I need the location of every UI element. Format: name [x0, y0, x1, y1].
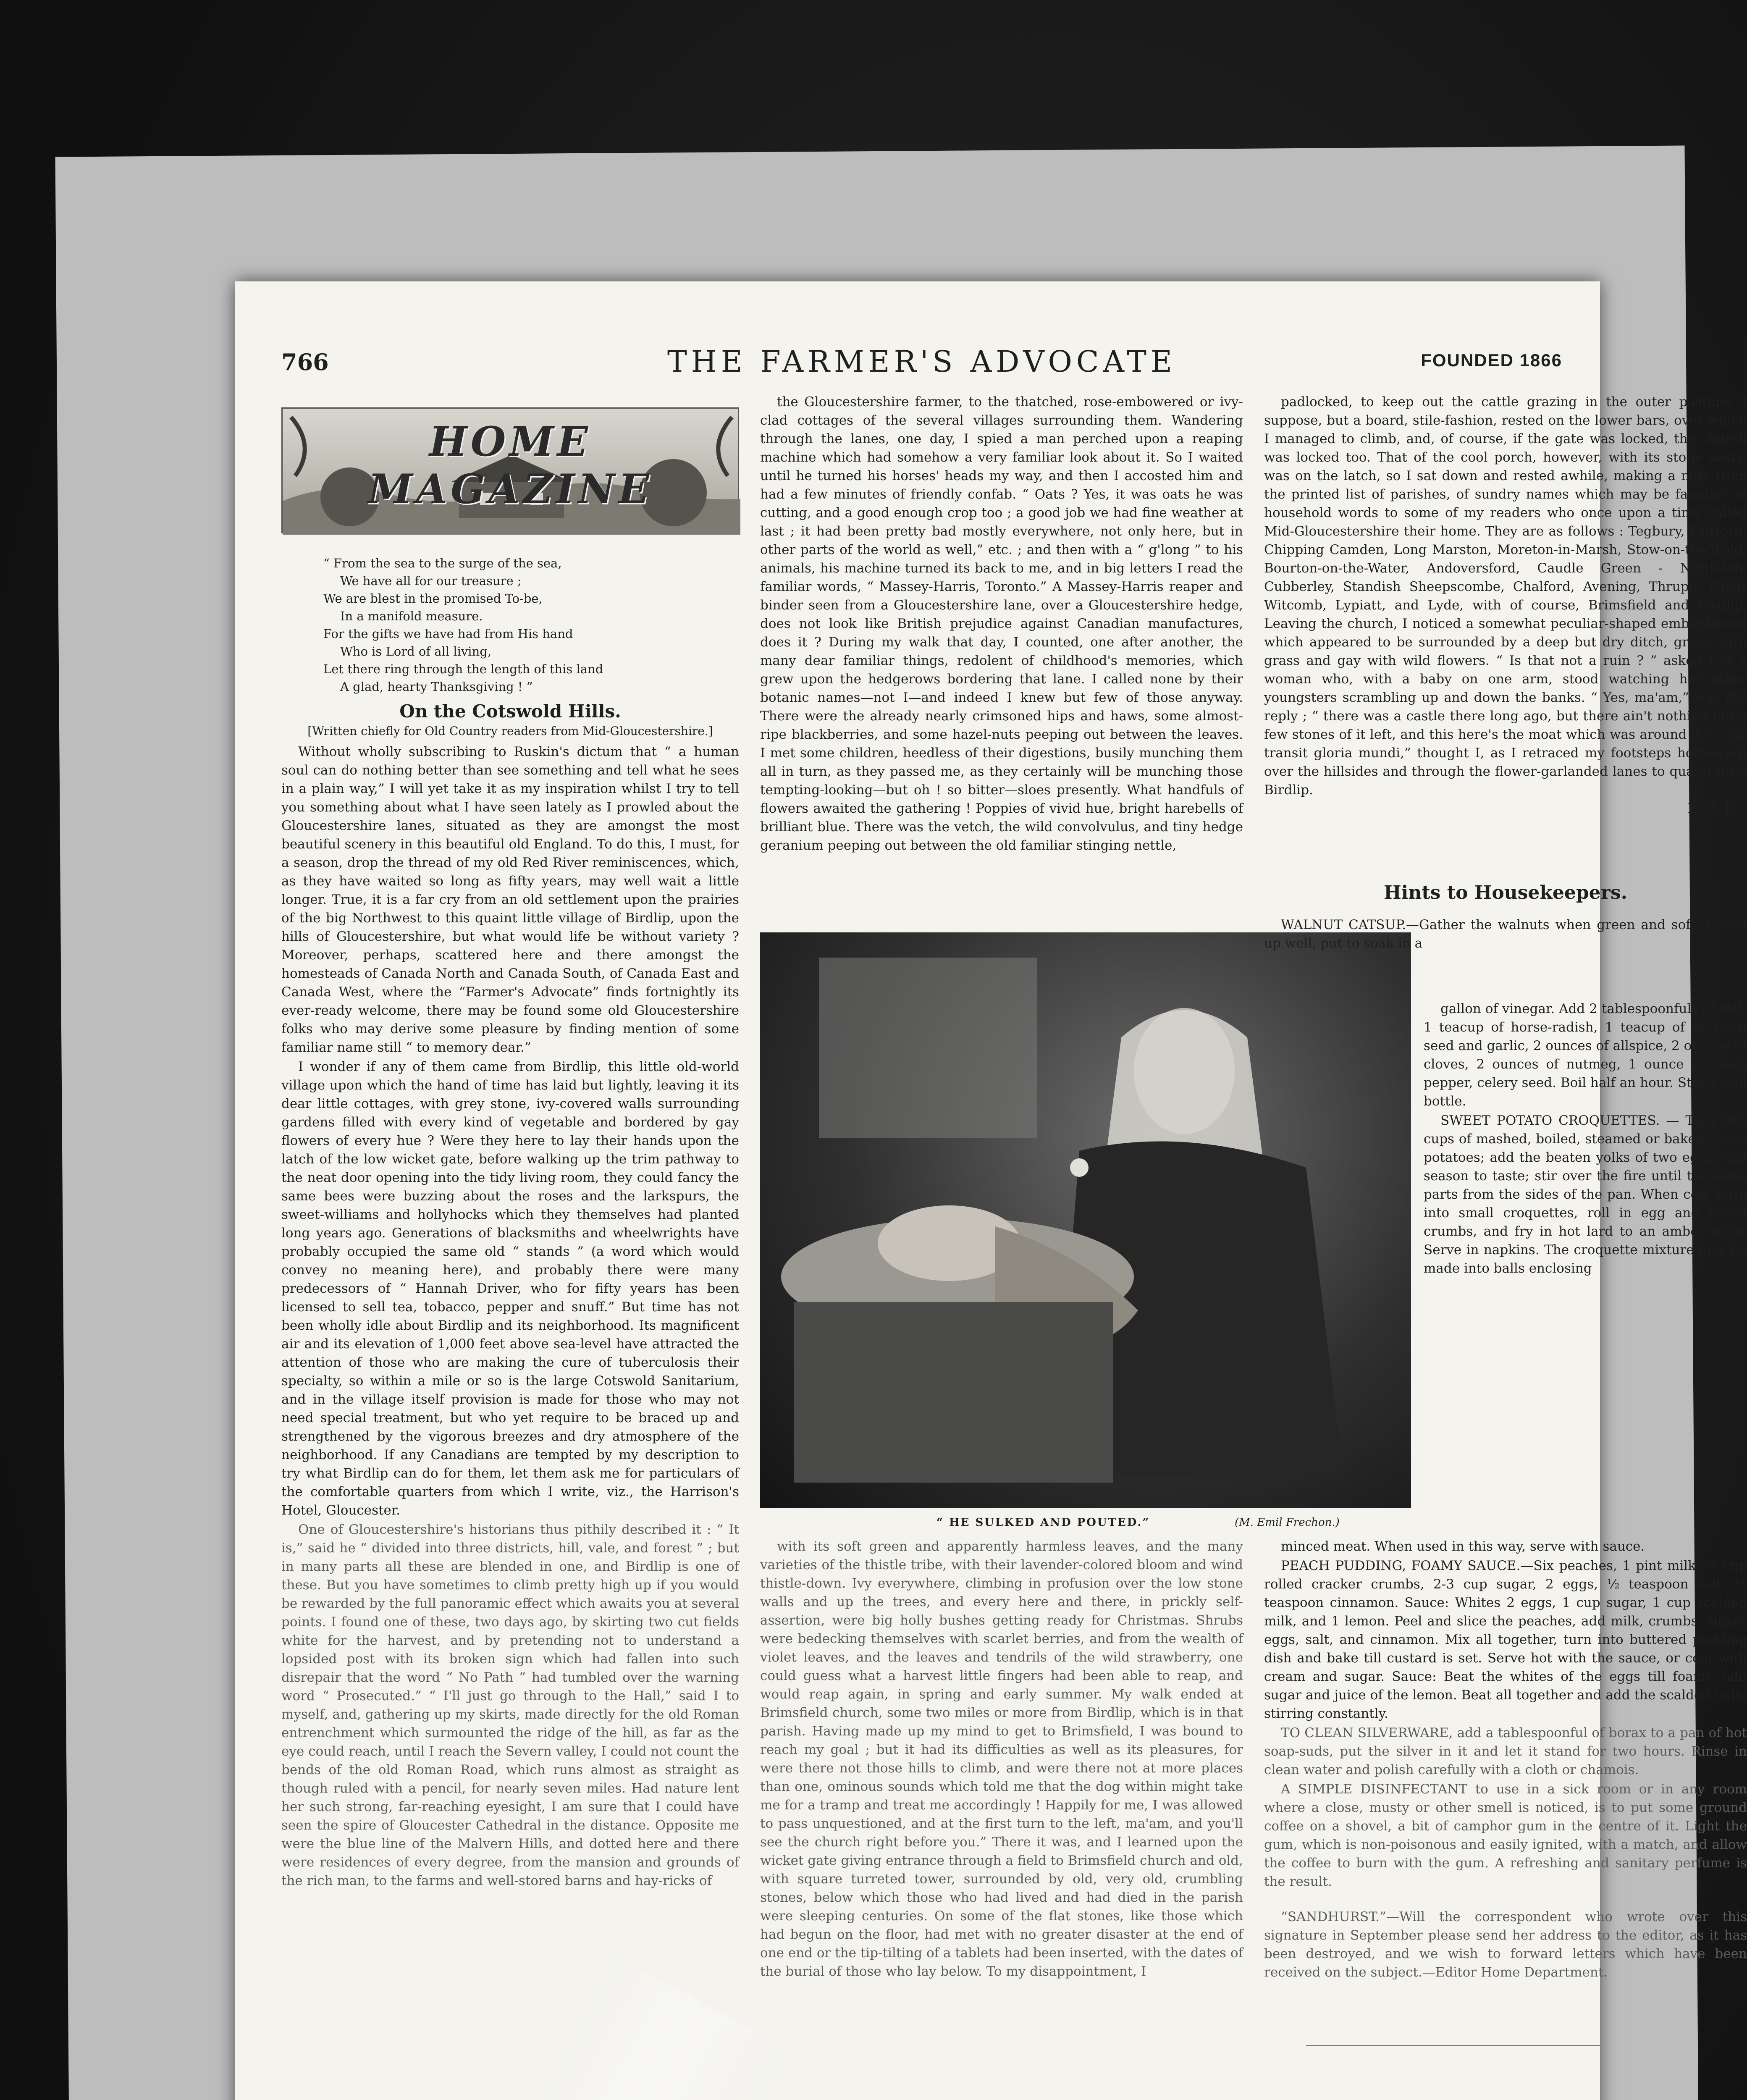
founded-date: FOUNDED 1866 [1421, 350, 1562, 370]
banner-title: HOME MAGAZINE [368, 418, 653, 513]
article-column-2 [760, 393, 1243, 855]
page-header [281, 344, 1562, 395]
article-column-3 [1264, 393, 1747, 818]
hints-narrow-column [1424, 1000, 1747, 1278]
article-paragraph: padlocked, to keep out the cattle grazing in the outer pasture, I suppose, but a board, stile-fashion, rested on the lower bars, over which I managed to climb, and, of course, if the gate was locked, the church was locked too. That of the cool porch, however, with its stone seats, was on the latch, so I sat down and rested awhile, making a note from the printed list of parishes, of sundry names which may be familiar as household words to some of my readers who once upon a time called Mid-Gloucestershire their home. They are as follows : Tegbury, Fairford, Chipping Camden, Long Marston, Moreton-in-Marsh, Stow-on-the-Wold, Bourton-on-the-Water, Andoversford, Caudle Green - Nettleton, Cubberley, Standish Sheepscombe, Chalford, Avening, Thrupp, Great Witcomb, Lypiatt, and Lyde, with of course, Brimsfield and Birdlip. Leaving the church, I noticed a somewhat peculiar-shaped embankment which appeared to be surrounded by a deep but dry ditch, green with grass and gay with wild flowers. “ Is that not a ruin ? ” asked I of a woman who, with a baby on one arm, stood watching her other youngsters scrambling up and down the banks. “ Yes, ma'am,” was the reply ; “ there was a castle there long ago, but there ain't nothing but a few stones of it left, and this here's the moat which was around it.” “ Sic transit gloria mundi,” thought I, as I retraced my footsteps homeward over the hillsides and through the flower-garlanded lanes to quaint little Birdlip. [1264, 394, 1747, 798]
article-subtitle: [Written chiefly for Old Country readers from Mid-Gloucestershire.] [307, 724, 713, 738]
photo-caption: “ HE SULKED AND POUTED.” [936, 1516, 1150, 1529]
hints-wide-column [1264, 1537, 1747, 1982]
hints-title: Hints to Housekeepers. [1384, 882, 1627, 903]
poem-line: Who is Lord of all living, [340, 644, 492, 659]
hints-paragraph: TO CLEAN SILVERWARE, add a tablespoonful of borax to a pan of hot soap-suds, put the silver in it and let it stand for two hours. Rinse in clean water and polish carefully with a cloth or chamois. [1264, 1725, 1747, 1777]
editor-note: “SANDHURST.”—Will the correspondent who wrote over this signature in September please send her address to the editor, as it has been destroyed, and we wish to forward letters which have been received on the subject.—Editor Home Department. [1264, 1909, 1747, 1980]
hints-paragraph: minced meat. When used in this way, serve with sauce. [1281, 1539, 1645, 1554]
newspaper-page [235, 281, 1747, 2100]
column-divider [1306, 2045, 1600, 2046]
poem-line: A glad, hearty Thanksgiving ! ” [340, 680, 533, 694]
hints-paragraph: gallon of vinegar. Add 2 tablespoonfuls of salt, 1 teacup of horse-radish, 1 teacup of mustard seed and garlic, 2 ounces of allspice, 2 ounces of cloves, 2 ounces of nutmeg, 1 ounce of black pepper, celery seed. Boil half an hour. Strain and bottle. [1424, 1001, 1747, 1109]
article-paragraph: with its soft green and apparently harmless leaves, and the many varieties of the thistle tribe, with their lavender-colored bloom and wind thistle-down. Ivy everywhere, climbing in profusion over the low stone walls and up the trees, and every here and there, in prickly self-assertion, were big holly bushes getting ready for Christmas. Shrubs were bedecking themselves with scarlet berries, and from the wealth of violet leaves, and the leaves and tendrils of the wild strawberry, one could guess what a harvest little fingers had been able to reap, and would reap again, in spring and early summer. My walk ended at Brimsfield church, some two miles or more from Birdlip, which is in that parish. Having made up my mind to get to Brimsfield, I was bound to reach my goal ; but it had its difficulties as well as its pleasures, for were there not those hills to climb, and were there not at more places than one, ominous sounds which told me that the dog within might take me for a tramp and treat me accordingly ! Happily for me, I was allowed to pass unquestioned, and at the first turn to the left, ma'am, and you'll see the church right before you.” There it was, and I learned upon the wicket gate giving entrance through a field to Brimsfield church and old, with square turreted tower, surrounded by old, very old, crumbling stones, below which those who had lived and had died in the parish were sleeping centuries. On some of the flat stones, like those which had begun on the floor, had met with no greater disaster at the end of one end or the tip-tilting of a tablets had been inserted, with the dates of the burial of those who lay below. To my disappointment, I [760, 1539, 1243, 1979]
poem-line: We have all for our treasure ; [340, 574, 522, 588]
author-signature: H. A. B. [1687, 801, 1739, 816]
hints-paragraph: A SIMPLE DISINFECTANT to use in a sick room or in any room where a close, musty or other smell is noticed, is to put some ground coffee on a shovel, a bit of camphor gum in the centre of it. Light the gum, which is non-poisonous and easily ignited, with a match, and allow the coffee to burn with the gum. A refreshing and sanitary perfume is the result. [1264, 1782, 1747, 1889]
poem-line: We are blest in the promised To-be, [323, 591, 543, 606]
poem-line: “ From the sea to the surge of the sea, [323, 556, 562, 570]
article-column-1 [281, 693, 739, 1890]
hints-intro [1264, 916, 1747, 953]
sulking-child-photo-icon [760, 932, 1411, 1508]
page-number: 766 [281, 349, 329, 375]
thanksgiving-poem [323, 554, 735, 696]
poem-line: For the gifts we have had from His hand [323, 627, 573, 641]
poem-line: In a manifold measure. [340, 609, 483, 623]
article-photograph [760, 932, 1411, 1508]
hints-paragraph: PEACH PUDDING, FOAMY SAUCE.—Six peaches, 1 pint milk, ½ cup rolled cracker crumbs, 2-3 cup sugar, 2 eggs, ½ teaspoon salt, ½ teaspoon cinnamon. Sauce: Whites 2 eggs, 1 cup sugar, 1 cup scalded milk, and 1 lemon. Peel and slice the peaches, add milk, crumbs, sugar, eggs, salt, and cinnamon. Mix all together, turn into buttered pudding dish and bake till custard is set. Serve hot with the sauce, or cold with cream and sugar. Sauce: Beat the whites of the eggs till foamy, add sugar and juice of the lemon. Beat all together and add the scalded milk, stirring constantly. [1264, 1558, 1747, 1721]
article-paragraph: Without wholly subscribing to Ruskin's dictum that “ a human soul can do nothing better than see something and tell what he sees in a plain way,” I will yet take it as my inspiration whilst I try to tell you something about what I have seen lately as I prowled about the Gloucestershire lanes, situated as they are amongst the most beautiful scenery in this beautiful old England. To do this, I must, for a season, drop the thread of my old Red River reminiscences, which, as they have waited so long as fifty years, may well wait a little longer. True, it is a far cry from an old settlement upon the prairies of the big Northwest to this quaint little village of Birdlip, upon the hills of Gloucestershire, but what would life be without variety ? Moreover, perhaps, scattered here and there amongst the homesteads of Canada North and Canada South, of Canada East and Canada West, where the “Farmer's Advocate” finds fortnightly its ever-ready welcome, there may be found some old Gloucestershire folks who may derive some pleasure by finding mention of some familiar name still “ to memory dear.” [281, 744, 739, 1055]
publication-title: THE FARMER'S ADVOCATE [667, 344, 1176, 379]
hints-paragraph: WALNUT CATSUP.—Gather the walnuts when green and soft. Pound up well, put to soak in a [1264, 917, 1747, 951]
photo-credit: (M. Emil Frechon.) [1235, 1516, 1340, 1529]
article-column-2-continued [760, 1537, 1243, 1981]
article-paragraph: the Gloucestershire farmer, to the thatched, rose-embowered or ivy-clad cottages of the several villages surrounding them. Wandering through the lanes, one day, I spied a man perched upon a reaping machine which had somehow a very familiar look about it. So I waited until he turned his horses' heads my way, and then I accosted him and had a few minutes of friendly confab. “ Oats ? Yes, it was oats he was cutting, and a good enough crop too ; a good job we had fine weather at last ; it had been pretty bad mostly everywhere, not only here, but in other parts of the world as well,” etc. ; and then with a “ g'long ” to his animals, his machine turned its back to me, and in big letters I read the familiar words, “ Massey-Harris, Toronto.” A Massey-Harris reaper and binder seen from a Gloucestershire lane, over a Gloucestershire hedge, does not look like British prejudice against Canadian manufactures, does it ? During my walk that day, I counted, one after another, the many dear familiar things, redolent of childhood's memories, which grew upon the hedgerows bordering that lane. I called none by their botanic names—not I—and indeed I knew but few of those anyway. There were the already nearly crimsoned hips and haws, some almost-ripe blackberries, and some hazel-nuts peeping out between the leaves. I met some children, heedless of their digestions, busily munching them all in turn, as they passed me, as they certainly will be munching those tempting-looking—but oh ! so bitter—sloes presently. What handfuls of flowers awaited the gathering ! Poppies of vivid hue, bright harebells of brilliant blue. There was the vetch, the wild convolvulus, and tiny hedge geranium peeping out between the old familiar stinging nettle, [760, 394, 1243, 853]
article-paragraph: I wonder if any of them came from Birdlip, this little old-world village upon which the hand of time has laid but lightly, leaving it its dear little cottages, with grey stone, ivy-covered walls surrounding gardens filled with every kind of vegetable and bordered by gay flowers of every hue ? Were they here to lay their hands upon the latch of the low wicket gate, before walking up the trim pathway to the neat door opening into the tidy living room, they could fancy the same bees were buzzing about the roses and the larkspurs, the sweet-williams and hollyhocks which they themselves had planted long years ago. Generations of blacksmiths and wheelwrights have probably occupied the same old “ stands ” (a word which would convey no meaning here), and probably there were many predecessors of “ Hannah Driver, who for fifty years has been licensed to sell tea, tobacco, pepper and snuff.” But time has not been wholly idle about Birdlip and its neighborhood. Its magnificent air and its elevation of 1,000 feet above sea-level have attracted the attention of those who are making the cure of tuberculosis their specialty, so within a mile or so is the large Cotswold Sanitarium, and in the village itself provision is made for those who may not need special treatment, but who yet require to be braced up and strengthened by the vigorous breezes and dry atmosphere of the neighborhood. If any Canadians are tempted by my description to try what Birdlip can do for them, let them ask me for particulars of the comfortable quarters from which I write, viz., the Harrison's Hotel, Gloucester. [281, 1059, 739, 1518]
poem-line: Let there ring through the length of this land [323, 662, 603, 676]
hints-paragraph: SWEET POTATO CROQUETTES. — Take two cups of mashed, boiled, steamed or baked sweet potatoes; add the beaten yolks of two eggs, and season to taste; stir over the fire until the mass parts from the sides of the pan. When cold form into small croquettes, roll in egg and bread crumbs, and fry in hot lard to an amber color. Serve in napkins. The croquette mixture may be made into balls enclosing [1424, 1113, 1747, 1276]
article-paragraph: One of Gloucestershire's historians thus pithily described it : “ It is,” said he “ divided into three districts, hill, vale, and forest ” ; but in many parts all these are blended in one, and Birdlip is one of these. But you have sometimes to climb pretty high up if you would be rewarded by the full panoramic effect which awaits you at several points. I found one of these, two days ago, by skirting two cut fields white for the harvest, and by pretending not to understand a lopsided post with its broken sign which had fallen into such disrepair that the word “ No Path ” had tumbled over the warning word “ Prosecuted.” “ I'll just go through to the Hall,” said I to myself, and, gathering up my skirts, made directly for the old Roman entrenchment which surmounted the ridge of the hill, as far as the eye could reach, until I reach the Severn valley, I could not count the bends of the old Roman Road, which runs almost as straight as though ruled with a pencil, for nearly seven miles. Had nature lent her such strong, far-reaching eyesight, I am sure that I could have seen the spire of Gloucester Cathedral in the distance. Opposite me were the blue line of the Malvern Hills, and dotted here and there were residences of every degree, from the mansion and grounds of the rich man, to the farms and well-stored barns and hay-ricks of [281, 1522, 739, 1888]
article-title: On the Cotswold Hills. [399, 701, 621, 722]
home-magazine-banner [281, 407, 739, 533]
